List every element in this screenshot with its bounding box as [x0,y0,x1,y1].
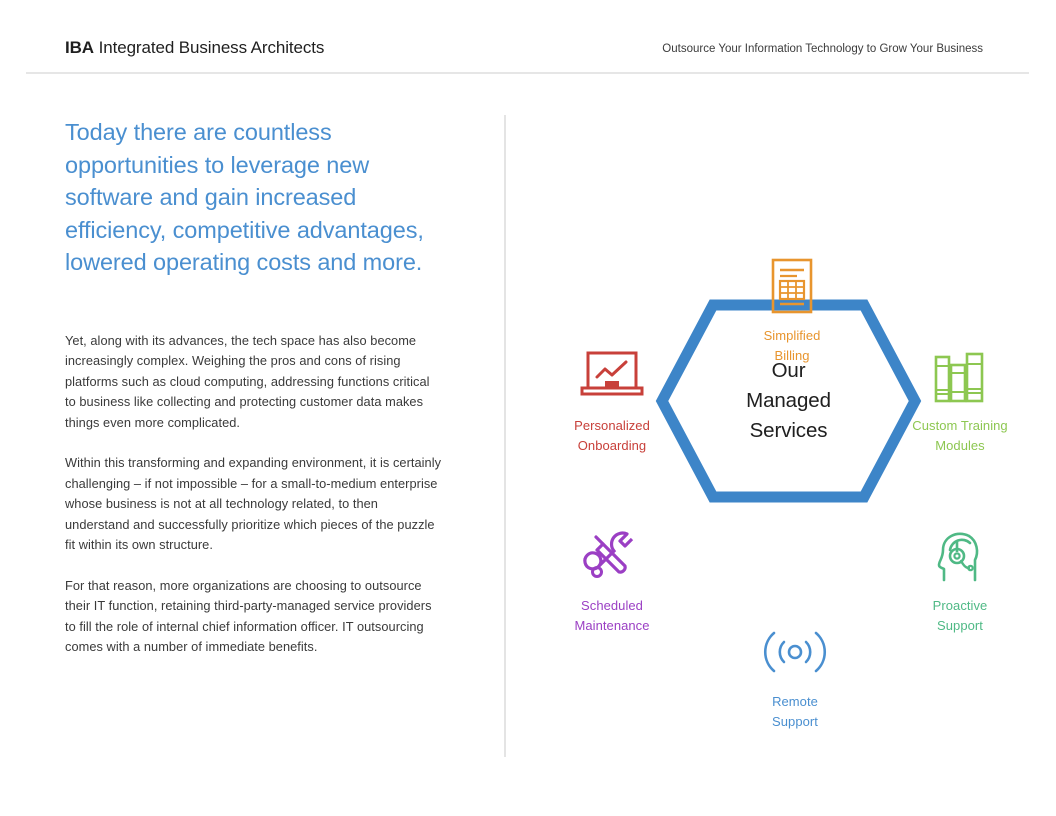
label-line-1: Personalized [574,418,650,433]
headset-head-icon [885,525,1035,587]
brand-logo [65,38,324,58]
node-label-proactive-support [885,596,1035,635]
wrench-screwdriver-icon [537,525,687,587]
left-content-column [65,116,485,658]
books-icon [885,345,1035,407]
node-custom-training-modules[interactable] [885,345,1035,455]
body-paragraph-1: Yet, along with its advances, the tech space has also become increasingly complex. Weighing the pros and cons of rising platforms such as cloud computing, addressing functions critical to business like collecting and protecting customer data makes things even more complicated. [65,332,430,430]
header-tagline: Outsource Your Information Technology to Grow Your Business [662,43,983,55]
label-line-2: Maintenance [574,617,650,633]
node-label-personalized-onboarding [537,416,687,455]
hexagon-label-line-1: Our [771,359,806,382]
header-divider [26,72,1029,74]
node-scheduled-maintenance[interactable] [537,525,687,635]
page-header [0,0,1056,74]
label-line-2: Support [937,617,983,633]
node-label-simplified-billing [717,326,867,365]
lede-heading: Today there are countless opportunities to leverage new software and gain increased efficiency, competitive advantages, lowered operating costs and more. [65,119,424,275]
label-line-1: Remote [772,694,818,709]
label-line-2: Onboarding [577,437,647,453]
label-line-1: Scheduled [581,598,643,613]
label-line-1: Custom Training [912,418,1008,433]
node-proactive-support[interactable] [885,525,1035,635]
managed-services-diagram [505,100,1056,760]
label-line-2: Support [772,713,818,729]
laptop-chart-icon [537,345,687,407]
hexagon-label-line-2: Managed [746,389,831,412]
hexagon-label-line-3: Services [749,419,828,442]
brand-name: Integrated Business Architects [98,38,325,57]
label-line-1: Proactive [932,598,988,613]
body-paragraph-2: Within this transforming and expanding environment, it is certainly challenging – if not impossible – for a small-to-medium enterprise whose business is not at all technology related, to then understand and successfully prioritize which pieces of the puzzle fit within its own structure. [65,455,442,552]
node-simplified-billing[interactable] [717,255,867,365]
body-paragraph-3: For that reason, more organizations are choosing to outsource their IT function, retaining third-party-managed service providers to fill the role of internal chief information officer. IT outsourcing comes with a number of immediate benefits. [65,577,432,654]
label-line-1: Simplified [763,328,821,343]
invoice-document-icon [717,255,867,317]
body-copy [65,331,443,658]
node-personalized-onboarding[interactable] [537,345,687,455]
node-label-remote-support [720,692,870,731]
brand-mark: IBA [65,38,94,57]
label-line-2: Billing [774,347,810,363]
node-label-scheduled-maintenance [537,596,687,635]
node-label-custom-training-modules [885,416,1035,455]
label-line-2: Modules [935,437,985,453]
node-remote-support[interactable] [720,621,870,731]
broadcast-signal-icon [720,621,870,683]
